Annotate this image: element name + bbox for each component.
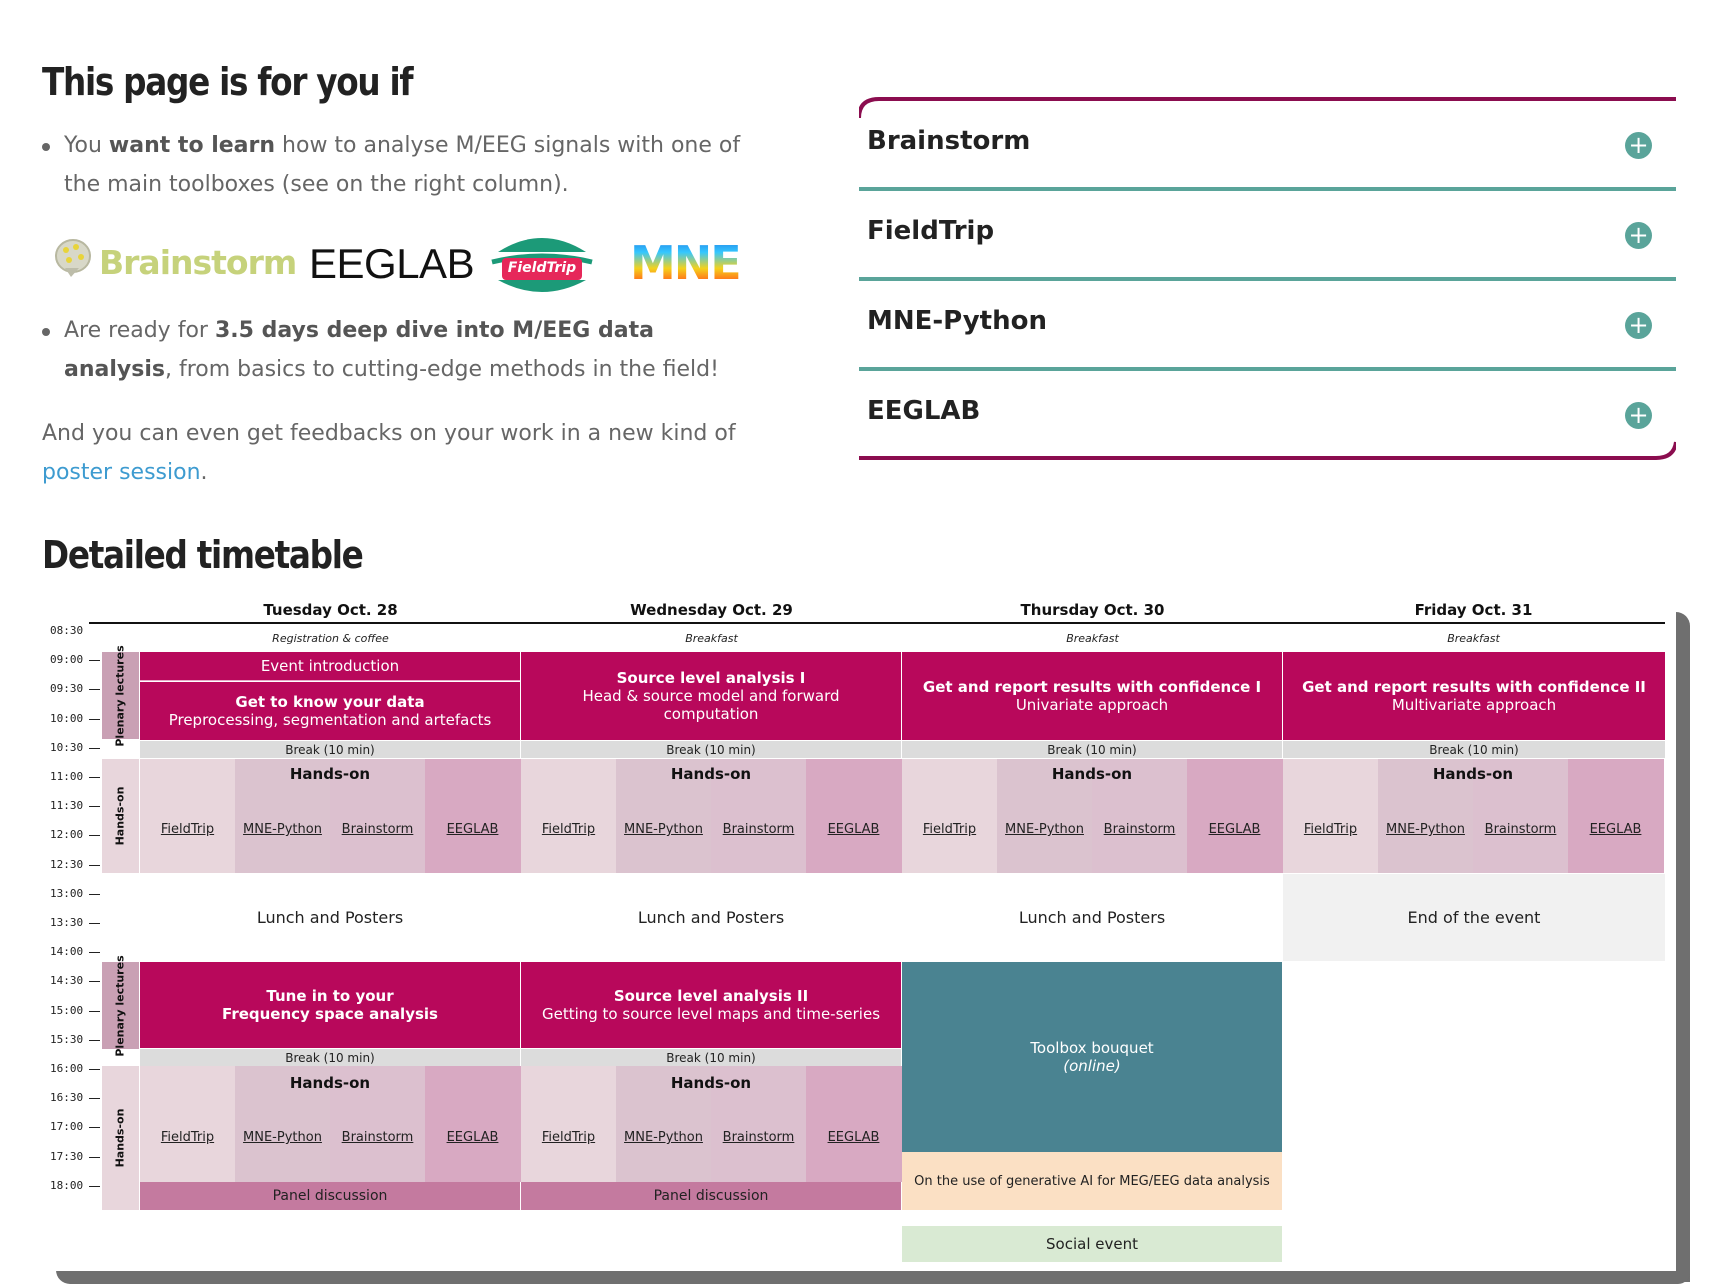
break-slot: Break (10 min): [140, 1049, 520, 1066]
time-label: 18:00: [50, 1179, 84, 1192]
day-subheader: Breakfast: [1447, 632, 1500, 645]
panel-discussion: Panel discussion: [140, 1182, 520, 1210]
time-tick: [89, 1127, 100, 1128]
toolbox-link-fieldtrip[interactable]: FieldTrip: [541, 822, 596, 837]
eeglab-logo: EEGLAB: [309, 240, 475, 287]
lunch-slot: Lunch and Posters: [1018, 908, 1166, 927]
side-label-plenary: Plenary lectures: [102, 652, 139, 739]
toolbox-link-mne-python[interactable]: MNE-Python: [243, 822, 322, 837]
time-label: 17:30: [50, 1150, 84, 1163]
break-slot: Break (10 min): [1283, 741, 1665, 758]
accordion-item-mne-python[interactable]: [859, 280, 1676, 370]
accordion-label: Brainstorm: [867, 126, 1031, 156]
time-tick: [89, 806, 100, 807]
toolbox-bouquet: Toolbox bouquet (online): [902, 962, 1282, 1152]
time-tick: [89, 1098, 100, 1099]
expand-plus-icon[interactable]: +: [1625, 312, 1652, 339]
time-tick: [89, 952, 100, 953]
hands-on-title: Hands-on: [289, 765, 371, 783]
intro-heading: This page is for you if: [42, 60, 413, 104]
time-label: 12:30: [50, 858, 84, 871]
toolbox-link-fieldtrip[interactable]: FieldTrip: [541, 1130, 596, 1145]
toolbox-link-brainstorm[interactable]: Brainstorm: [722, 822, 795, 837]
toolbox-link-fieldtrip[interactable]: FieldTrip: [160, 1130, 215, 1145]
session-source-level-2: Source level analysis II Getting to source level maps and time-series: [521, 962, 901, 1048]
time-tick: [89, 660, 100, 661]
time-label: 16:30: [50, 1091, 84, 1104]
accordion-label: FieldTrip: [867, 216, 995, 246]
time-label: 12:00: [50, 828, 84, 841]
timetable-shadow: [1676, 612, 1690, 1282]
day-header-thursday: Thursday Oct. 30: [1020, 601, 1165, 619]
session-generative-ai: On the use of generative AI for MEG/EEG data analysis: [902, 1152, 1282, 1210]
poster-paragraph: And you can even get feedbacks on your work in a new kind of poster session.: [42, 421, 736, 485]
time-tick: [89, 894, 100, 895]
day-subheader: Breakfast: [1066, 632, 1119, 645]
time-label: 11:30: [50, 799, 84, 812]
brainstorm-logo-text: Brainstorm: [99, 243, 297, 282]
time-tick: [89, 748, 100, 749]
time-label: 13:00: [50, 887, 84, 900]
toolbox-link-brainstorm[interactable]: Brainstorm: [341, 822, 414, 837]
social-event: Social event: [902, 1226, 1282, 1262]
toolbox-link-eeglab[interactable]: EEGLAB: [446, 822, 499, 837]
break-slot: Break (10 min): [902, 741, 1282, 758]
session-frequency-space: Tune in to your Frequency space analysis: [140, 962, 520, 1048]
time-label: 13:30: [50, 916, 84, 929]
accordion-item-eeglab[interactable]: [859, 370, 1676, 460]
time-label: 16:00: [50, 1062, 84, 1075]
toolbox-link-eeglab[interactable]: EEGLAB: [1589, 822, 1642, 837]
time-label: 10:00: [50, 712, 84, 725]
session-confidence-1: Get and report results with confidence I Univariate approach: [902, 652, 1282, 740]
time-label: 09:00: [50, 653, 84, 666]
session-get-to-know-data: Get to know your data Preprocessing, segmentation and artefacts: [140, 682, 520, 740]
day-subheader: Breakfast: [685, 632, 738, 645]
timetable-heading: Detailed timetable: [42, 533, 363, 577]
toolbox-link-brainstorm[interactable]: Brainstorm: [722, 1130, 795, 1145]
session-source-level-1: Source level analysis I Head & source model and forward computation: [521, 652, 901, 740]
toolbox-link-brainstorm[interactable]: Brainstorm: [1484, 822, 1557, 837]
time-label: 15:00: [50, 1004, 84, 1017]
hands-on-title: Hands-on: [670, 1074, 752, 1092]
accordion-label: EEGLAB: [867, 396, 981, 426]
time-label: 08:30: [50, 624, 84, 637]
hands-on-title: Hands-on: [1051, 765, 1133, 783]
header-rule: [89, 622, 1665, 624]
session-confidence-2: Get and report results with confidence II Multivariate approach: [1283, 652, 1665, 740]
toolbox-link-mne-python[interactable]: MNE-Python: [243, 1130, 322, 1145]
day-subheader: Registration & coffee: [272, 632, 389, 645]
time-tick: [89, 777, 100, 778]
toolbox-link-eeglab[interactable]: EEGLAB: [446, 1130, 499, 1145]
time-tick: [89, 865, 100, 866]
expand-plus-icon[interactable]: +: [1625, 402, 1652, 429]
time-label: 10:30: [50, 741, 84, 754]
break-slot: Break (10 min): [521, 741, 901, 758]
side-label-handson: Hands-on: [102, 759, 139, 873]
accordion-item-fieldtrip[interactable]: [859, 190, 1676, 280]
event-introduction: Event introduction: [140, 652, 520, 681]
day-header-friday: Friday Oct. 31: [1414, 601, 1533, 619]
end-of-event: End of the event: [1283, 874, 1665, 961]
mne-logo: MNE: [630, 236, 740, 290]
hands-on-title: Hands-on: [1432, 765, 1514, 783]
time-tick: [89, 719, 100, 720]
time-label: 14:00: [50, 945, 84, 958]
accordion-label: MNE-Python: [867, 306, 1047, 336]
toolbox-link-brainstorm[interactable]: Brainstorm: [1103, 822, 1176, 837]
time-label: 11:00: [50, 770, 84, 783]
accordion-item-brainstorm[interactable]: [859, 100, 1676, 190]
time-tick: [89, 835, 100, 836]
brainstorm-logo-icon: [55, 238, 91, 278]
toolbox-link-eeglab[interactable]: EEGLAB: [827, 1130, 880, 1145]
lunch-slot: Lunch and Posters: [256, 908, 404, 927]
toolbox-link-eeglab[interactable]: EEGLAB: [827, 822, 880, 837]
poster-session-link[interactable]: poster session: [42, 460, 201, 485]
timetable-shadow: [56, 1270, 1690, 1284]
time-label: 09:30: [50, 682, 84, 695]
hands-on-title: Hands-on: [670, 765, 752, 783]
time-tick: [89, 923, 100, 924]
expand-plus-icon[interactable]: +: [1625, 132, 1652, 159]
toolbox-link-fieldtrip[interactable]: FieldTrip: [160, 822, 215, 837]
time-tick: [89, 1157, 100, 1158]
toolbox-link-brainstorm[interactable]: Brainstorm: [341, 1130, 414, 1145]
time-label: 17:00: [50, 1120, 84, 1133]
toolbox-link-mne-python[interactable]: MNE-Python: [624, 1130, 703, 1145]
fieldtrip-logo: [484, 230, 600, 298]
time-label: 14:30: [50, 974, 84, 987]
time-label: 15:30: [50, 1033, 84, 1046]
bullet-ready: Are ready for 3.5 days deep dive into M/EEG data analysis, from basics to cutting-edge methods in the field!: [64, 318, 719, 382]
toolbox-link-eeglab[interactable]: EEGLAB: [1208, 822, 1261, 837]
toolbox-link-mne-python[interactable]: MNE-Python: [1005, 822, 1084, 837]
side-label-handson: Hands-on: [102, 1066, 139, 1210]
bullet-dot: [42, 143, 50, 151]
time-tick: [89, 981, 100, 982]
hands-on-title: Hands-on: [289, 1074, 371, 1092]
time-tick: [89, 1011, 100, 1012]
lunch-slot: Lunch and Posters: [637, 908, 785, 927]
day-header-tuesday: Tuesday Oct. 28: [263, 601, 398, 619]
panel-discussion: Panel discussion: [521, 1182, 901, 1210]
toolbox-link-mne-python[interactable]: MNE-Python: [624, 822, 703, 837]
day-header-wednesday: Wednesday Oct. 29: [630, 601, 793, 619]
bullet-want-to-learn: You want to learn how to analyse M/EEG signals with one of the main toolboxes (see on the right column).: [64, 133, 741, 197]
toolbox-link-fieldtrip[interactable]: FieldTrip: [1303, 822, 1358, 837]
break-slot: Break (10 min): [140, 741, 520, 758]
fieldtrip-logo-text: FieldTrip: [507, 260, 577, 276]
toolbox-link-mne-python[interactable]: MNE-Python: [1386, 822, 1465, 837]
side-label-plenary: Plenary lectures: [102, 962, 139, 1049]
expand-plus-icon[interactable]: +: [1625, 222, 1652, 249]
time-tick: [89, 1069, 100, 1070]
break-slot: Break (10 min): [521, 1049, 901, 1066]
toolbox-link-fieldtrip[interactable]: FieldTrip: [922, 822, 977, 837]
bullet-dot: [42, 328, 50, 336]
time-tick: [89, 689, 100, 690]
time-tick: [89, 1186, 100, 1187]
time-tick: [89, 1040, 100, 1041]
